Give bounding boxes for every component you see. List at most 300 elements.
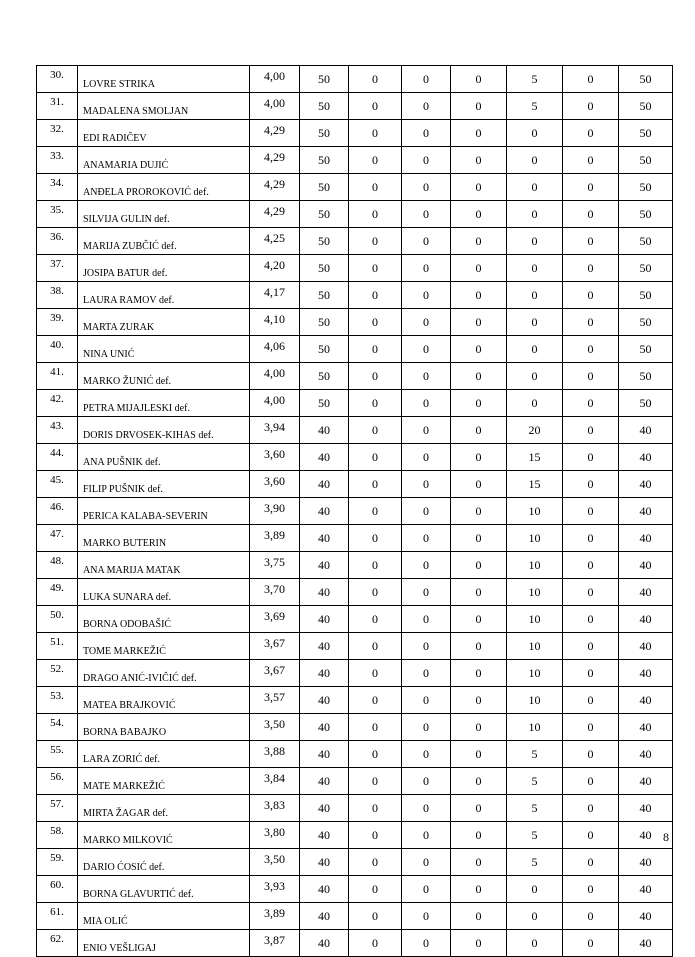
name-cell: BORNA BABAJKO xyxy=(78,714,250,741)
col-6-cell: 0 xyxy=(402,660,451,687)
name-cell: MADALENA SMOLJAN xyxy=(78,93,250,120)
col-7-cell: 0 xyxy=(451,903,507,930)
name-cell: TOME MARKEŽIĆ xyxy=(78,633,250,660)
points-cell: 40 xyxy=(300,525,349,552)
points-cell: 40 xyxy=(300,930,349,957)
points-cell: 40 xyxy=(300,633,349,660)
col-7-cell: 0 xyxy=(451,93,507,120)
col-7-cell: 0 xyxy=(451,687,507,714)
col-9-cell: 0 xyxy=(563,876,619,903)
rank-cell: 47. xyxy=(37,525,78,552)
total-cell: 40 xyxy=(619,822,673,849)
rank-cell: 57. xyxy=(37,795,78,822)
total-cell: 50 xyxy=(619,255,673,282)
col-7-cell: 0 xyxy=(451,633,507,660)
col-7-cell: 0 xyxy=(451,282,507,309)
points-cell: 40 xyxy=(300,498,349,525)
col-8-cell: 0 xyxy=(507,201,563,228)
rank-cell: 58. xyxy=(37,822,78,849)
table-row xyxy=(37,363,673,390)
col-8-cell: 15 xyxy=(507,471,563,498)
points-cell: 50 xyxy=(300,336,349,363)
points-cell: 40 xyxy=(300,552,349,579)
average-cell: 3,83 xyxy=(250,795,300,822)
table-row xyxy=(37,147,673,174)
col-8-cell: 5 xyxy=(507,795,563,822)
col-9-cell: 0 xyxy=(563,417,619,444)
points-cell: 50 xyxy=(300,120,349,147)
col-5-cell: 0 xyxy=(349,822,402,849)
total-cell: 40 xyxy=(619,714,673,741)
points-cell: 50 xyxy=(300,93,349,120)
col-6-cell: 0 xyxy=(402,795,451,822)
col-5-cell: 0 xyxy=(349,201,402,228)
ranking-table-body xyxy=(37,66,673,957)
col-8-cell: 0 xyxy=(507,336,563,363)
total-cell: 50 xyxy=(619,66,673,93)
col-5-cell: 0 xyxy=(349,471,402,498)
col-5-cell: 0 xyxy=(349,336,402,363)
average-cell: 3,87 xyxy=(250,930,300,957)
name-cell: LOVRE STRIKA xyxy=(78,66,250,93)
col-5-cell: 0 xyxy=(349,579,402,606)
average-cell: 3,94 xyxy=(250,417,300,444)
average-cell: 4,29 xyxy=(250,120,300,147)
col-9-cell: 0 xyxy=(563,120,619,147)
rank-cell: 44. xyxy=(37,444,78,471)
table-row xyxy=(37,930,673,957)
points-cell: 50 xyxy=(300,390,349,417)
col-8-cell: 5 xyxy=(507,741,563,768)
table-row xyxy=(37,768,673,795)
col-6-cell: 0 xyxy=(402,606,451,633)
average-cell: 3,60 xyxy=(250,444,300,471)
col-7-cell: 0 xyxy=(451,660,507,687)
name-cell: MARIJA ZUBČIĆ def. xyxy=(78,228,250,255)
col-9-cell: 0 xyxy=(563,201,619,228)
col-8-cell: 5 xyxy=(507,66,563,93)
average-cell: 4,10 xyxy=(250,309,300,336)
col-7-cell: 0 xyxy=(451,390,507,417)
col-9-cell: 0 xyxy=(563,687,619,714)
total-cell: 50 xyxy=(619,201,673,228)
table-row xyxy=(37,228,673,255)
col-6-cell: 0 xyxy=(402,822,451,849)
col-8-cell: 10 xyxy=(507,633,563,660)
table-row xyxy=(37,714,673,741)
total-cell: 40 xyxy=(619,930,673,957)
col-7-cell: 0 xyxy=(451,120,507,147)
col-5-cell: 0 xyxy=(349,930,402,957)
col-6-cell: 0 xyxy=(402,687,451,714)
total-cell: 50 xyxy=(619,363,673,390)
col-6-cell: 0 xyxy=(402,66,451,93)
col-9-cell: 0 xyxy=(563,174,619,201)
col-8-cell: 0 xyxy=(507,903,563,930)
col-9-cell: 0 xyxy=(563,471,619,498)
col-8-cell: 0 xyxy=(507,390,563,417)
col-6-cell: 0 xyxy=(402,201,451,228)
total-cell: 40 xyxy=(619,741,673,768)
col-8-cell: 10 xyxy=(507,525,563,552)
col-9-cell: 0 xyxy=(563,147,619,174)
col-8-cell: 0 xyxy=(507,876,563,903)
rank-cell: 36. xyxy=(37,228,78,255)
points-cell: 50 xyxy=(300,309,349,336)
total-cell: 40 xyxy=(619,876,673,903)
col-6-cell: 0 xyxy=(402,498,451,525)
average-cell: 3,50 xyxy=(250,849,300,876)
average-cell: 3,93 xyxy=(250,876,300,903)
col-7-cell: 0 xyxy=(451,849,507,876)
col-7-cell: 0 xyxy=(451,876,507,903)
total-cell: 50 xyxy=(619,174,673,201)
rank-cell: 37. xyxy=(37,255,78,282)
rank-cell: 60. xyxy=(37,876,78,903)
col-8-cell: 0 xyxy=(507,255,563,282)
col-5-cell: 0 xyxy=(349,498,402,525)
table-row xyxy=(37,633,673,660)
col-8-cell: 10 xyxy=(507,606,563,633)
ranking-table xyxy=(36,65,673,957)
rank-cell: 54. xyxy=(37,714,78,741)
col-7-cell: 0 xyxy=(451,228,507,255)
col-8-cell: 10 xyxy=(507,552,563,579)
average-cell: 4,25 xyxy=(250,228,300,255)
total-cell: 40 xyxy=(619,579,673,606)
average-cell: 4,00 xyxy=(250,66,300,93)
name-cell: ANA MARIJA MATAK xyxy=(78,552,250,579)
col-6-cell: 0 xyxy=(402,471,451,498)
rank-cell: 51. xyxy=(37,633,78,660)
col-8-cell: 0 xyxy=(507,282,563,309)
average-cell: 4,00 xyxy=(250,363,300,390)
col-5-cell: 0 xyxy=(349,174,402,201)
col-9-cell: 0 xyxy=(563,498,619,525)
average-cell: 3,89 xyxy=(250,903,300,930)
rank-cell: 34. xyxy=(37,174,78,201)
col-5-cell: 0 xyxy=(349,633,402,660)
name-cell: DARIO ĆOSIĆ def. xyxy=(78,849,250,876)
table-row xyxy=(37,525,673,552)
average-cell: 4,00 xyxy=(250,93,300,120)
col-5-cell: 0 xyxy=(349,660,402,687)
table-row xyxy=(37,309,673,336)
name-cell: MARKO BUTERIN xyxy=(78,525,250,552)
col-5-cell: 0 xyxy=(349,525,402,552)
col-5-cell: 0 xyxy=(349,417,402,444)
rank-cell: 40. xyxy=(37,336,78,363)
name-cell: DRAGO ANIĆ-IVIČIĆ def. xyxy=(78,660,250,687)
points-cell: 50 xyxy=(300,174,349,201)
rank-cell: 53. xyxy=(37,687,78,714)
table-row xyxy=(37,201,673,228)
average-cell: 3,60 xyxy=(250,471,300,498)
table-row xyxy=(37,849,673,876)
col-5-cell: 0 xyxy=(349,282,402,309)
table-row xyxy=(37,255,673,282)
points-cell: 50 xyxy=(300,282,349,309)
col-8-cell: 5 xyxy=(507,768,563,795)
rank-cell: 31. xyxy=(37,93,78,120)
total-cell: 50 xyxy=(619,93,673,120)
col-7-cell: 0 xyxy=(451,606,507,633)
table-row xyxy=(37,660,673,687)
rank-cell: 43. xyxy=(37,417,78,444)
col-6-cell: 0 xyxy=(402,552,451,579)
total-cell: 50 xyxy=(619,309,673,336)
col-9-cell: 0 xyxy=(563,66,619,93)
col-7-cell: 0 xyxy=(451,714,507,741)
col-7-cell: 0 xyxy=(451,498,507,525)
average-cell: 3,84 xyxy=(250,768,300,795)
col-9-cell: 0 xyxy=(563,579,619,606)
col-6-cell: 0 xyxy=(402,147,451,174)
col-7-cell: 0 xyxy=(451,768,507,795)
col-8-cell: 0 xyxy=(507,309,563,336)
table-row xyxy=(37,336,673,363)
points-cell: 40 xyxy=(300,876,349,903)
col-6-cell: 0 xyxy=(402,390,451,417)
average-cell: 3,90 xyxy=(250,498,300,525)
rank-cell: 38. xyxy=(37,282,78,309)
table-row xyxy=(37,741,673,768)
total-cell: 50 xyxy=(619,390,673,417)
col-5-cell: 0 xyxy=(349,876,402,903)
col-9-cell: 0 xyxy=(563,282,619,309)
page-number: 8 xyxy=(663,830,669,844)
average-cell: 3,57 xyxy=(250,687,300,714)
col-5-cell: 0 xyxy=(349,147,402,174)
total-cell: 40 xyxy=(619,687,673,714)
col-6-cell: 0 xyxy=(402,444,451,471)
average-cell: 3,50 xyxy=(250,714,300,741)
rank-cell: 33. xyxy=(37,147,78,174)
col-9-cell: 0 xyxy=(563,903,619,930)
col-7-cell: 0 xyxy=(451,255,507,282)
col-7-cell: 0 xyxy=(451,363,507,390)
col-9-cell: 0 xyxy=(563,255,619,282)
average-cell: 4,20 xyxy=(250,255,300,282)
total-cell: 40 xyxy=(619,417,673,444)
name-cell: ANA PUŠNIK def. xyxy=(78,444,250,471)
table-row xyxy=(37,174,673,201)
col-9-cell: 0 xyxy=(563,660,619,687)
points-cell: 40 xyxy=(300,795,349,822)
col-5-cell: 0 xyxy=(349,714,402,741)
col-5-cell: 0 xyxy=(349,120,402,147)
rank-cell: 46. xyxy=(37,498,78,525)
total-cell: 50 xyxy=(619,147,673,174)
average-cell: 3,80 xyxy=(250,822,300,849)
col-8-cell: 0 xyxy=(507,174,563,201)
col-9-cell: 0 xyxy=(563,633,619,660)
average-cell: 4,29 xyxy=(250,174,300,201)
col-5-cell: 0 xyxy=(349,741,402,768)
col-8-cell: 10 xyxy=(507,687,563,714)
table-row xyxy=(37,876,673,903)
total-cell: 40 xyxy=(619,471,673,498)
points-cell: 40 xyxy=(300,822,349,849)
rank-cell: 48. xyxy=(37,552,78,579)
points-cell: 40 xyxy=(300,660,349,687)
points-cell: 50 xyxy=(300,201,349,228)
name-cell: ANĐELA PROROKOVIĆ def. xyxy=(78,174,250,201)
points-cell: 50 xyxy=(300,228,349,255)
average-cell: 4,29 xyxy=(250,201,300,228)
points-cell: 40 xyxy=(300,849,349,876)
col-5-cell: 0 xyxy=(349,363,402,390)
rank-cell: 35. xyxy=(37,201,78,228)
total-cell: 40 xyxy=(619,525,673,552)
col-5-cell: 0 xyxy=(349,903,402,930)
col-6-cell: 0 xyxy=(402,309,451,336)
table-row xyxy=(37,498,673,525)
points-cell: 50 xyxy=(300,147,349,174)
col-5-cell: 0 xyxy=(349,66,402,93)
rank-cell: 32. xyxy=(37,120,78,147)
name-cell: MIRTA ŽAGAR def. xyxy=(78,795,250,822)
rank-cell: 52. xyxy=(37,660,78,687)
rank-cell: 55. xyxy=(37,741,78,768)
rank-cell: 59. xyxy=(37,849,78,876)
col-8-cell: 0 xyxy=(507,363,563,390)
name-cell: ANAMARIA DUJIĆ xyxy=(78,147,250,174)
col-9-cell: 0 xyxy=(563,768,619,795)
total-cell: 50 xyxy=(619,120,673,147)
col-9-cell: 0 xyxy=(563,309,619,336)
col-8-cell: 10 xyxy=(507,498,563,525)
col-5-cell: 0 xyxy=(349,309,402,336)
col-6-cell: 0 xyxy=(402,336,451,363)
total-cell: 40 xyxy=(619,849,673,876)
rank-cell: 30. xyxy=(37,66,78,93)
name-cell: NINA UNIĆ xyxy=(78,336,250,363)
name-cell: MARTA ZURAK xyxy=(78,309,250,336)
col-6-cell: 0 xyxy=(402,228,451,255)
name-cell: FILIP PUŠNIK def. xyxy=(78,471,250,498)
name-cell: LAURA RAMOV def. xyxy=(78,282,250,309)
col-9-cell: 0 xyxy=(563,741,619,768)
col-9-cell: 0 xyxy=(563,930,619,957)
rank-cell: 56. xyxy=(37,768,78,795)
col-9-cell: 0 xyxy=(563,822,619,849)
col-6-cell: 0 xyxy=(402,282,451,309)
name-cell: SILVIJA GULIN def. xyxy=(78,201,250,228)
col-9-cell: 0 xyxy=(563,849,619,876)
rank-cell: 42. xyxy=(37,390,78,417)
col-6-cell: 0 xyxy=(402,255,451,282)
col-6-cell: 0 xyxy=(402,417,451,444)
col-8-cell: 5 xyxy=(507,849,563,876)
name-cell: BORNA GLAVURTIĆ def. xyxy=(78,876,250,903)
points-cell: 40 xyxy=(300,687,349,714)
table-row xyxy=(37,120,673,147)
col-5-cell: 0 xyxy=(349,552,402,579)
total-cell: 50 xyxy=(619,336,673,363)
table-row xyxy=(37,66,673,93)
points-cell: 40 xyxy=(300,903,349,930)
col-8-cell: 15 xyxy=(507,444,563,471)
col-9-cell: 0 xyxy=(563,228,619,255)
col-8-cell: 20 xyxy=(507,417,563,444)
col-7-cell: 0 xyxy=(451,930,507,957)
rank-cell: 49. xyxy=(37,579,78,606)
col-7-cell: 0 xyxy=(451,336,507,363)
col-5-cell: 0 xyxy=(349,687,402,714)
col-9-cell: 0 xyxy=(563,390,619,417)
col-7-cell: 0 xyxy=(451,471,507,498)
col-6-cell: 0 xyxy=(402,579,451,606)
name-cell: PERICA KALABA-SEVERIN xyxy=(78,498,250,525)
col-6-cell: 0 xyxy=(402,93,451,120)
points-cell: 40 xyxy=(300,714,349,741)
col-7-cell: 0 xyxy=(451,579,507,606)
col-7-cell: 0 xyxy=(451,66,507,93)
name-cell: MARKO MILKOVIĆ xyxy=(78,822,250,849)
name-cell: MATEA BRAJKOVIĆ xyxy=(78,687,250,714)
table-row xyxy=(37,606,673,633)
col-8-cell: 5 xyxy=(507,822,563,849)
total-cell: 50 xyxy=(619,282,673,309)
name-cell: DORIS DRVOSEK-KIHAS def. xyxy=(78,417,250,444)
col-6-cell: 0 xyxy=(402,525,451,552)
col-6-cell: 0 xyxy=(402,876,451,903)
col-8-cell: 0 xyxy=(507,930,563,957)
col-8-cell: 0 xyxy=(507,120,563,147)
col-5-cell: 0 xyxy=(349,849,402,876)
col-6-cell: 0 xyxy=(402,849,451,876)
average-cell: 4,29 xyxy=(250,147,300,174)
name-cell: MARKO ŽUNIĆ def. xyxy=(78,363,250,390)
points-cell: 40 xyxy=(300,417,349,444)
total-cell: 40 xyxy=(619,498,673,525)
average-cell: 4,17 xyxy=(250,282,300,309)
col-7-cell: 0 xyxy=(451,741,507,768)
name-cell: EDI RADIČEV xyxy=(78,120,250,147)
col-9-cell: 0 xyxy=(563,336,619,363)
rank-cell: 41. xyxy=(37,363,78,390)
points-cell: 40 xyxy=(300,606,349,633)
col-5-cell: 0 xyxy=(349,444,402,471)
col-6-cell: 0 xyxy=(402,930,451,957)
col-8-cell: 5 xyxy=(507,93,563,120)
col-7-cell: 0 xyxy=(451,795,507,822)
table-row xyxy=(37,903,673,930)
col-6-cell: 0 xyxy=(402,363,451,390)
col-6-cell: 0 xyxy=(402,120,451,147)
total-cell: 40 xyxy=(619,903,673,930)
points-cell: 40 xyxy=(300,444,349,471)
rank-cell: 45. xyxy=(37,471,78,498)
table-row xyxy=(37,390,673,417)
name-cell: PETRA MIJAJLESKI def. xyxy=(78,390,250,417)
name-cell: MIA OLIĆ xyxy=(78,903,250,930)
total-cell: 40 xyxy=(619,606,673,633)
col-8-cell: 10 xyxy=(507,579,563,606)
name-cell: ENIO VEŠLIGAJ xyxy=(78,930,250,957)
name-cell: LARA ZORIĆ def. xyxy=(78,741,250,768)
table-row xyxy=(37,93,673,120)
total-cell: 40 xyxy=(619,444,673,471)
col-5-cell: 0 xyxy=(349,228,402,255)
table-row xyxy=(37,795,673,822)
col-5-cell: 0 xyxy=(349,255,402,282)
col-9-cell: 0 xyxy=(563,444,619,471)
col-8-cell: 0 xyxy=(507,228,563,255)
col-6-cell: 0 xyxy=(402,741,451,768)
total-cell: 40 xyxy=(619,795,673,822)
